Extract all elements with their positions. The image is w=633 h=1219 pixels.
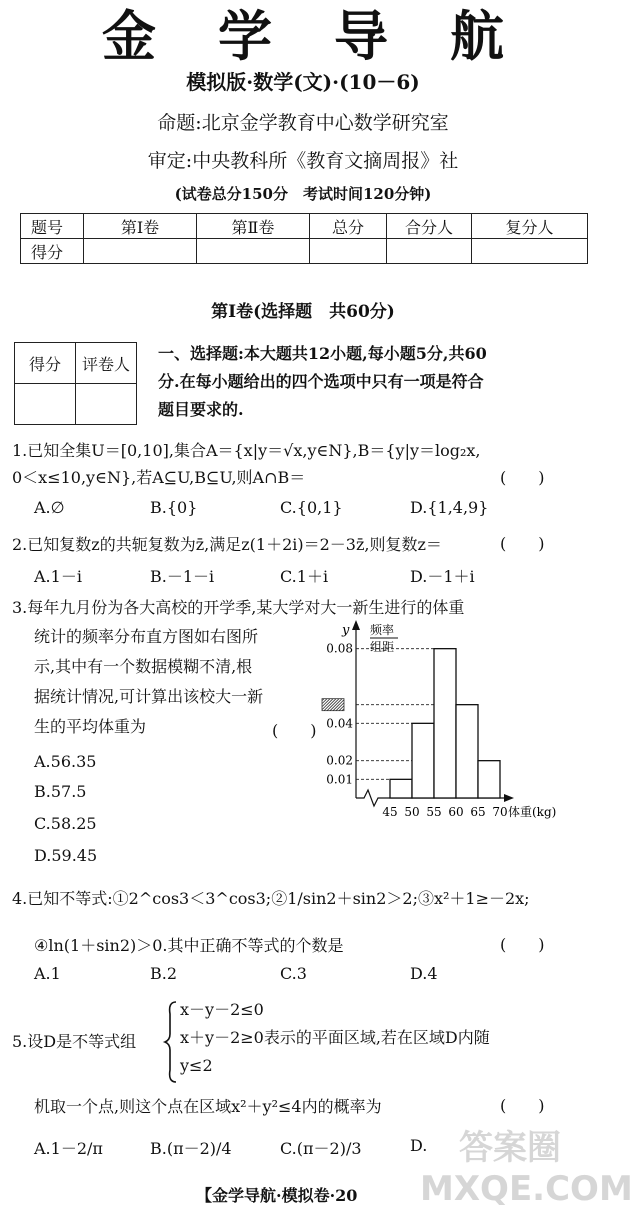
score-cell[interactable] [197, 239, 310, 264]
histogram-bar [390, 779, 412, 798]
question-3-line: 生的平均体重为 [34, 717, 147, 736]
x-tick-label: 45 [382, 805, 398, 819]
score-table-score-row [21, 239, 588, 264]
score-header-cell: 合分人 [387, 214, 472, 239]
q5-option-d[interactable]: D. [410, 1136, 428, 1155]
section-intro [158, 340, 588, 424]
y-axis-letter: y [342, 623, 350, 638]
answer-blank-1[interactable]: ( ) [500, 468, 545, 487]
question-3-line: 据统计情况,可计算出该校大一新 [34, 687, 264, 706]
x-tick-label: 70 [492, 805, 508, 819]
hatch-line [345, 699, 357, 711]
x-axis-label: 体重(kg) [508, 805, 557, 819]
exam-info: (试卷总分150分 考试时间120分钟) [174, 185, 432, 203]
score-cell[interactable] [472, 239, 588, 264]
q4-option-c[interactable]: C.3 [280, 964, 307, 983]
grader-header: 得分 [15, 343, 76, 384]
weight-histogram [318, 620, 588, 828]
grader-box [14, 342, 137, 425]
question-5-line2: 机取一个点,则这个点在区域x²＋y²≤4内的概率为 [34, 1097, 382, 1116]
q1-option-b[interactable]: B.{0} [150, 498, 198, 517]
watermark: 答案圈 MXQE.COM [420, 1128, 633, 1209]
y-tick-label: 0.01 [326, 772, 353, 787]
q5-option-a[interactable]: A.1－2/π [34, 1139, 103, 1158]
q3-option-d[interactable]: D.59.45 [34, 846, 98, 865]
review-line: 审定:中央教科所《教育文摘周报》社 [147, 150, 459, 172]
y-tick-label: 0.02 [326, 753, 353, 768]
q5-option-b[interactable]: B.(π－2)/4 [150, 1139, 232, 1158]
x-axis-arrow [504, 794, 514, 802]
question-1-line1: 1.已知全集U＝[0,10],集合A＝{x|y＝√x,y∈N},B＝{y|y＝log₂x, [12, 441, 481, 460]
q4-option-d[interactable]: D.4 [410, 964, 438, 983]
score-header-cell: 第Ⅱ卷 [197, 214, 310, 239]
answer-blank-2[interactable]: ( ) [500, 534, 545, 553]
system-brace [164, 1000, 178, 1084]
q3-option-a[interactable]: A.56.35 [34, 752, 97, 771]
edition-line: 模拟版·数学(文)·(10－6) [186, 70, 420, 94]
score-table-header-row [21, 214, 588, 239]
grader-signature-cell[interactable] [76, 384, 137, 425]
author-line: 命题:北京金学教育中心数学研究室 [157, 112, 449, 134]
question-2: 2.已知复数z的共轭复数为z̄,满足z(1＋2i)＝2－3z̄,则复数z＝ [12, 535, 442, 554]
q5-option-c[interactable]: C.(π－2)/3 [280, 1139, 362, 1158]
score-header-cell: 第Ⅰ卷 [84, 214, 197, 239]
score-cell[interactable] [84, 239, 197, 264]
x-tick-label: 55 [426, 805, 442, 819]
y-axis-arrow [352, 620, 360, 630]
histogram-bar [434, 649, 456, 798]
q2-option-c[interactable]: C.1＋i [280, 567, 329, 586]
answer-blank-3[interactable]: ( ) [272, 721, 317, 740]
score-header-cell: 题号 [21, 214, 84, 239]
x-tick-label: 50 [404, 805, 420, 819]
q1-option-a[interactable]: A.∅ [34, 498, 65, 517]
score-table [20, 213, 588, 264]
score-header-cell: 复分人 [472, 214, 588, 239]
q2-option-a[interactable]: A.1－i [34, 567, 82, 586]
q1-option-d[interactable]: D.{1,4,9} [410, 498, 489, 517]
q3-option-c[interactable]: C.58.25 [34, 814, 97, 833]
y-axis-label-bottom: 组距 [370, 640, 395, 654]
histogram-x-ticks [382, 805, 507, 819]
x-tick-label: 60 [448, 805, 464, 819]
histogram-bar [412, 723, 434, 798]
section-title: 第Ⅰ卷(选择题 共60分) [211, 302, 395, 322]
score-cell[interactable] [310, 239, 387, 264]
intro-line: 分.在每小题给出的四个选项中只有一项是符合 [158, 372, 484, 391]
inequality-2: x＋y－2≥0表示的平面区域,若在区域D内随 [180, 1028, 490, 1047]
y-tick-label: 0.04 [326, 716, 353, 731]
question-3-line: 示,其中有一个数据模糊不清,根 [34, 657, 253, 676]
q3-option-b[interactable]: B.57.5 [34, 782, 87, 801]
question-3-line: 统计的频率分布直方图如右图所 [34, 627, 259, 646]
histogram-y-ticks [326, 642, 353, 787]
y-axis-label [370, 622, 398, 654]
inequality-1: x－y－2≤0 [180, 1000, 264, 1019]
score-cell[interactable] [387, 239, 472, 264]
q2-option-d[interactable]: D.－1＋i [410, 567, 475, 586]
question-5-prefix: 5.设D是不等式组 [12, 1032, 137, 1051]
inequality-system [180, 996, 590, 1080]
answer-blank-4[interactable]: ( ) [500, 935, 545, 954]
grader-header: 评卷人 [76, 343, 137, 384]
intro-line: 题目要求的. [158, 400, 244, 419]
page-footer: 【金学导航·模拟卷·20 [196, 1186, 358, 1205]
y-tick-label: 0.08 [326, 641, 353, 656]
masthead-title: 金学导航 [102, 4, 566, 68]
histogram-bar [478, 761, 500, 798]
inequality-3: y≤2 [180, 1056, 213, 1075]
question-4-line2: ④ln(1＋sin2)＞0.其中正确不等式的个数是 [34, 936, 344, 955]
q1-option-c[interactable]: C.{0,1} [280, 498, 343, 517]
score-row-label: 得分 [21, 239, 84, 264]
question-4-line1: 4.已知不等式:①2^cos3＜3^cos3;②1/sin2＋sin2＞2;③x²＋1≥－2x; [12, 889, 530, 908]
q4-option-a[interactable]: A.1 [34, 964, 61, 983]
q4-option-b[interactable]: B.2 [150, 964, 178, 983]
grader-score-cell[interactable] [15, 384, 76, 425]
x-tick-label: 65 [470, 805, 486, 819]
answer-blank-5[interactable]: ( ) [500, 1096, 545, 1115]
obscured-tick [312, 699, 357, 711]
q2-option-b[interactable]: B.－1－i [150, 567, 215, 586]
intro-line: 一、选择题:本大题共12小题,每小题5分,共60 [158, 344, 487, 363]
histogram-bar [456, 705, 478, 798]
question-3-line1: 3.每年九月份为各大高校的开学季,某大学对大一新生进行的体重 [12, 598, 465, 617]
score-header-cell: 总分 [310, 214, 387, 239]
y-axis-label-top: 频率 [370, 623, 395, 637]
question-1-line2: 0＜x≤10,y∈N},若A⊆U,B⊆U,则A∩B＝ [12, 468, 306, 487]
